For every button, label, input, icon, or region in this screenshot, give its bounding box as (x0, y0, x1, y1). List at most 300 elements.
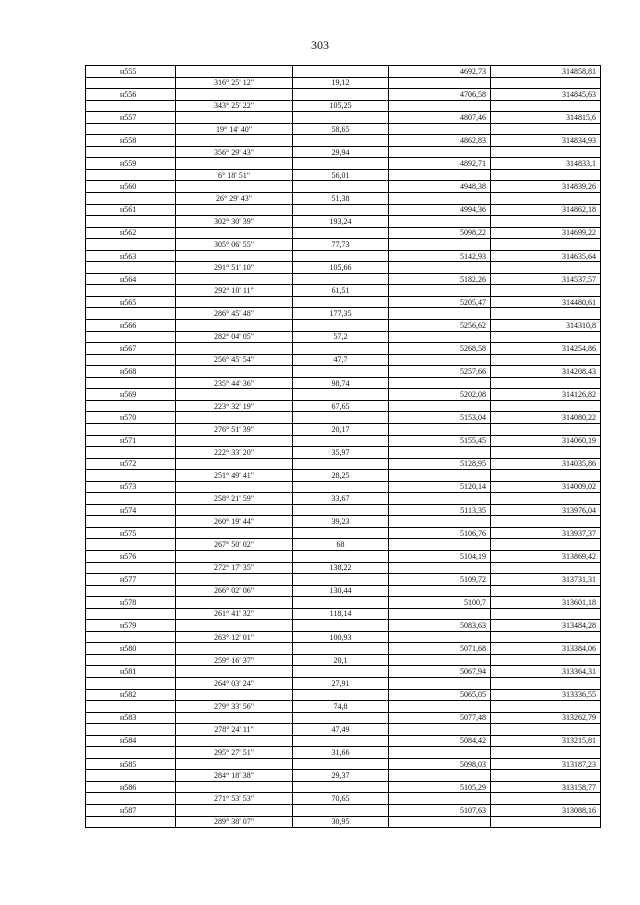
table-row (86, 574, 601, 586)
direction-angle-cell: 292° 10' 11" (176, 285, 293, 297)
table-row (86, 516, 601, 528)
y-coordinate-cell: 314060,19 (491, 435, 601, 447)
table-row (86, 504, 601, 516)
table-row (86, 620, 601, 632)
distance-spacer-cell (293, 712, 389, 724)
distance-spacer-cell (293, 66, 389, 78)
x-spacer-cell (389, 539, 491, 551)
angle-spacer-cell (176, 389, 293, 401)
x-spacer-cell (389, 262, 491, 274)
point-name-cell: н564 (86, 273, 176, 285)
distance-cell: 58,65 (293, 123, 389, 135)
direction-angle-cell: 343° 25' 22" (176, 100, 293, 112)
distance-spacer-cell (293, 689, 389, 701)
y-coordinate-cell: 314537,57 (491, 273, 601, 285)
direction-angle-cell: 272° 17' 35" (176, 562, 293, 574)
table-row (86, 758, 601, 770)
direction-angle-cell: 267° 50' 02" (176, 539, 293, 551)
y-coordinate-cell: 314815,6 (491, 112, 601, 124)
direction-angle-cell: 305° 06' 55" (176, 239, 293, 251)
x-coordinate-cell: 5109,72 (389, 574, 491, 586)
table-row (86, 631, 601, 643)
table-row (86, 89, 601, 101)
x-spacer-cell (389, 608, 491, 620)
angle-spacer-cell (176, 204, 293, 216)
distance-cell: 100,93 (293, 631, 389, 643)
direction-angle-cell: 271° 53' 53" (176, 793, 293, 805)
x-coordinate-cell: 5104,19 (389, 550, 491, 562)
direction-angle-cell: 356° 29' 43" (176, 146, 293, 158)
angle-spacer-cell (176, 273, 293, 285)
table-row (86, 527, 601, 539)
table-row (86, 539, 601, 551)
distance-spacer-cell (293, 643, 389, 655)
direction-angle-cell: 256° 45' 54" (176, 354, 293, 366)
x-coordinate-cell: 4706,58 (389, 89, 491, 101)
table-row (86, 458, 601, 470)
distance-spacer-cell (293, 481, 389, 493)
distance-spacer-cell (293, 412, 389, 424)
x-spacer-cell (389, 470, 491, 482)
direction-angle-cell: 279° 33' 56" (176, 701, 293, 713)
point-spacer-cell (86, 701, 176, 713)
x-coordinate-cell: 5268,58 (389, 343, 491, 355)
point-spacer-cell (86, 816, 176, 828)
distance-spacer-cell (293, 458, 389, 470)
point-name-cell: н575 (86, 527, 176, 539)
table-row (86, 608, 601, 620)
distance-spacer-cell (293, 550, 389, 562)
point-name-cell: н585 (86, 758, 176, 770)
table-row (86, 135, 601, 147)
x-spacer-cell (389, 654, 491, 666)
distance-cell: 47,7 (293, 354, 389, 366)
direction-angle-cell: 261° 41' 32" (176, 608, 293, 620)
y-spacer-cell (491, 169, 601, 181)
y-coordinate-cell: 313484,28 (491, 620, 601, 632)
table-row (86, 770, 601, 782)
x-spacer-cell (389, 770, 491, 782)
direction-angle-cell: 264° 03' 24" (176, 677, 293, 689)
direction-angle-cell: 295° 27' 51" (176, 747, 293, 759)
angle-spacer-cell (176, 412, 293, 424)
table-row (86, 146, 601, 158)
table-row (86, 285, 601, 297)
distance-cell: 29,94 (293, 146, 389, 158)
direction-angle-cell: 26° 29' 43" (176, 193, 293, 205)
distance-spacer-cell (293, 666, 389, 678)
y-spacer-cell (491, 516, 601, 528)
table-row (86, 712, 601, 724)
table-row (86, 747, 601, 759)
y-coordinate-cell: 314208,43 (491, 366, 601, 378)
x-coordinate-cell: 5077,48 (389, 712, 491, 724)
point-spacer-cell (86, 239, 176, 251)
table-row (86, 666, 601, 678)
distance-cell: 138,22 (293, 562, 389, 574)
x-coordinate-cell: 5205,47 (389, 296, 491, 308)
table-row (86, 273, 601, 285)
point-name-cell: н576 (86, 550, 176, 562)
y-spacer-cell (491, 377, 601, 389)
direction-angle-cell: 282° 04' 05" (176, 331, 293, 343)
x-coordinate-cell: 4892,71 (389, 158, 491, 170)
y-coordinate-cell: 313976,04 (491, 504, 601, 516)
y-spacer-cell (491, 677, 601, 689)
point-spacer-cell (86, 377, 176, 389)
y-coordinate-cell: 314699,22 (491, 227, 601, 239)
y-spacer-cell (491, 724, 601, 736)
x-coordinate-cell: 5083,63 (389, 620, 491, 632)
distance-cell: 67,65 (293, 400, 389, 412)
point-name-cell: н562 (86, 227, 176, 239)
direction-angle-cell: 291° 51' 10" (176, 262, 293, 274)
y-coordinate-cell: 314310,8 (491, 320, 601, 332)
x-coordinate-cell: 5071,68 (389, 643, 491, 655)
x-coordinate-cell: 5106,76 (389, 527, 491, 539)
angle-spacer-cell (176, 158, 293, 170)
angle-spacer-cell (176, 735, 293, 747)
y-coordinate-cell: 313187,23 (491, 758, 601, 770)
table-row (86, 181, 601, 193)
distance-spacer-cell (293, 250, 389, 262)
distance-cell: 98,74 (293, 377, 389, 389)
angle-spacer-cell (176, 620, 293, 632)
angle-spacer-cell (176, 112, 293, 124)
point-spacer-cell (86, 447, 176, 459)
distance-spacer-cell (293, 597, 389, 609)
x-coordinate-cell: 4807,46 (389, 112, 491, 124)
distance-cell: 20,17 (293, 423, 389, 435)
x-spacer-cell (389, 354, 491, 366)
x-coordinate-cell: 5113,35 (389, 504, 491, 516)
angle-spacer-cell (176, 481, 293, 493)
table-row (86, 493, 601, 505)
y-coordinate-cell: 313336,55 (491, 689, 601, 701)
x-coordinate-cell: 5182,26 (389, 273, 491, 285)
x-spacer-cell (389, 169, 491, 181)
y-spacer-cell (491, 100, 601, 112)
distance-spacer-cell (293, 527, 389, 539)
y-coordinate-cell: 314858,81 (491, 66, 601, 78)
table-row (86, 377, 601, 389)
angle-spacer-cell (176, 250, 293, 262)
distance-spacer-cell (293, 758, 389, 770)
direction-angle-cell: 259° 16' 37" (176, 654, 293, 666)
direction-angle-cell: 316° 25' 12" (176, 77, 293, 89)
table-row (86, 216, 601, 228)
direction-angle-cell: 286° 45' 48" (176, 308, 293, 320)
y-coordinate-cell: 313731,31 (491, 574, 601, 586)
x-spacer-cell (389, 285, 491, 297)
y-coordinate-cell: 314833,1 (491, 158, 601, 170)
point-name-cell: н559 (86, 158, 176, 170)
direction-angle-cell: 19° 14' 40" (176, 123, 293, 135)
y-coordinate-cell: 314009,02 (491, 481, 601, 493)
point-name-cell: н573 (86, 481, 176, 493)
point-name-cell: н560 (86, 181, 176, 193)
point-name-cell: н574 (86, 504, 176, 516)
x-spacer-cell (389, 747, 491, 759)
y-spacer-cell (491, 123, 601, 135)
point-spacer-cell (86, 724, 176, 736)
x-coordinate-cell: 5107,63 (389, 805, 491, 817)
angle-spacer-cell (176, 712, 293, 724)
point-spacer-cell (86, 470, 176, 482)
table-row (86, 689, 601, 701)
direction-angle-cell: 235° 44' 36" (176, 377, 293, 389)
point-spacer-cell (86, 539, 176, 551)
y-spacer-cell (491, 146, 601, 158)
y-spacer-cell (491, 816, 601, 828)
distance-cell: 105,25 (293, 100, 389, 112)
distance-cell: 28,25 (293, 470, 389, 482)
table-row (86, 308, 601, 320)
point-name-cell: н563 (86, 250, 176, 262)
table-row (86, 597, 601, 609)
y-coordinate-cell: 313384,06 (491, 643, 601, 655)
distance-cell: 68 (293, 539, 389, 551)
x-coordinate-cell: 4948,38 (389, 181, 491, 193)
point-spacer-cell (86, 308, 176, 320)
point-name-cell: н556 (86, 89, 176, 101)
distance-cell: 20,1 (293, 654, 389, 666)
x-coordinate-cell: 5257,66 (389, 366, 491, 378)
table-row (86, 158, 601, 170)
y-spacer-cell (491, 654, 601, 666)
table-row (86, 193, 601, 205)
angle-spacer-cell (176, 366, 293, 378)
table-row (86, 77, 601, 89)
table-row (86, 250, 601, 262)
point-name-cell: н557 (86, 112, 176, 124)
point-spacer-cell (86, 423, 176, 435)
x-coordinate-cell: 5256,62 (389, 320, 491, 332)
angle-spacer-cell (176, 689, 293, 701)
point-name-cell: н587 (86, 805, 176, 817)
x-spacer-cell (389, 677, 491, 689)
point-name-cell: н583 (86, 712, 176, 724)
distance-cell: 35,97 (293, 447, 389, 459)
distance-spacer-cell (293, 735, 389, 747)
table-row (86, 654, 601, 666)
point-name-cell: н584 (86, 735, 176, 747)
x-spacer-cell (389, 724, 491, 736)
distance-spacer-cell (293, 504, 389, 516)
y-coordinate-cell: 314635,64 (491, 250, 601, 262)
angle-spacer-cell (176, 458, 293, 470)
distance-cell: 193,24 (293, 216, 389, 228)
point-name-cell: н571 (86, 435, 176, 447)
x-coordinate-cell: 5120,14 (389, 481, 491, 493)
point-spacer-cell (86, 516, 176, 528)
point-spacer-cell (86, 193, 176, 205)
distance-cell: 105,66 (293, 262, 389, 274)
point-name-cell: н566 (86, 320, 176, 332)
y-spacer-cell (491, 631, 601, 643)
y-spacer-cell (491, 585, 601, 597)
direction-angle-cell: 263° 12' 01" (176, 631, 293, 643)
point-spacer-cell (86, 216, 176, 228)
x-coordinate-cell: 5067,94 (389, 666, 491, 678)
y-coordinate-cell: 313215,81 (491, 735, 601, 747)
y-spacer-cell (491, 262, 601, 274)
distance-spacer-cell (293, 89, 389, 101)
distance-cell: 130,44 (293, 585, 389, 597)
x-spacer-cell (389, 447, 491, 459)
distance-spacer-cell (293, 389, 389, 401)
y-spacer-cell (491, 193, 601, 205)
x-coordinate-cell: 5153,04 (389, 412, 491, 424)
point-spacer-cell (86, 631, 176, 643)
x-spacer-cell (389, 585, 491, 597)
table-row (86, 816, 601, 828)
y-spacer-cell (491, 239, 601, 251)
point-spacer-cell (86, 562, 176, 574)
distance-spacer-cell (293, 135, 389, 147)
point-name-cell: н570 (86, 412, 176, 424)
point-spacer-cell (86, 677, 176, 689)
y-coordinate-cell: 314834,93 (491, 135, 601, 147)
y-coordinate-cell: 314839,26 (491, 181, 601, 193)
y-spacer-cell (491, 308, 601, 320)
y-spacer-cell (491, 608, 601, 620)
table-row (86, 343, 601, 355)
distance-spacer-cell (293, 620, 389, 632)
point-name-cell: н580 (86, 643, 176, 655)
point-spacer-cell (86, 123, 176, 135)
table-row (86, 781, 601, 793)
table-row (86, 366, 601, 378)
point-spacer-cell (86, 493, 176, 505)
y-coordinate-cell: 313869,42 (491, 550, 601, 562)
point-spacer-cell (86, 285, 176, 297)
table-row (86, 169, 601, 181)
y-spacer-cell (491, 400, 601, 412)
y-spacer-cell (491, 331, 601, 343)
direction-angle-cell: 251° 49' 41" (176, 470, 293, 482)
x-spacer-cell (389, 701, 491, 713)
y-spacer-cell (491, 423, 601, 435)
table-row (86, 320, 601, 332)
table-row (86, 585, 601, 597)
table-row (86, 100, 601, 112)
angle-spacer-cell (176, 435, 293, 447)
x-coordinate-cell: 5084,42 (389, 735, 491, 747)
angle-spacer-cell (176, 805, 293, 817)
x-coordinate-cell: 5128,95 (389, 458, 491, 470)
distance-spacer-cell (293, 273, 389, 285)
coordinates-table (85, 65, 601, 828)
y-coordinate-cell: 313937,37 (491, 527, 601, 539)
x-spacer-cell (389, 377, 491, 389)
x-spacer-cell (389, 816, 491, 828)
distance-cell: 56,01 (293, 169, 389, 181)
direction-angle-cell: 284° 18' 38" (176, 770, 293, 782)
y-spacer-cell (491, 470, 601, 482)
x-coordinate-cell: 5065,05 (389, 689, 491, 701)
angle-spacer-cell (176, 296, 293, 308)
table-row (86, 331, 601, 343)
distance-cell: 118,14 (293, 608, 389, 620)
direction-angle-cell: 260° 19' 44" (176, 516, 293, 528)
distance-spacer-cell (293, 435, 389, 447)
table-row (86, 470, 601, 482)
distance-cell: 77,73 (293, 239, 389, 251)
angle-spacer-cell (176, 574, 293, 586)
x-coordinate-cell: 5105,29 (389, 781, 491, 793)
x-coordinate-cell: 5155,45 (389, 435, 491, 447)
distance-cell: 39,23 (293, 516, 389, 528)
distance-cell: 74,8 (293, 701, 389, 713)
distance-cell: 27,91 (293, 677, 389, 689)
point-spacer-cell (86, 654, 176, 666)
x-coordinate-cell: 5100,7 (389, 597, 491, 609)
direction-angle-cell: 278° 24' 11" (176, 724, 293, 736)
table-row (86, 389, 601, 401)
point-spacer-cell (86, 262, 176, 274)
table-row (86, 701, 601, 713)
y-spacer-cell (491, 447, 601, 459)
point-spacer-cell (86, 169, 176, 181)
y-spacer-cell (491, 354, 601, 366)
point-name-cell: н572 (86, 458, 176, 470)
y-spacer-cell (491, 793, 601, 805)
y-spacer-cell (491, 747, 601, 759)
direction-angle-cell: 6° 18' 51" (176, 169, 293, 181)
angle-spacer-cell (176, 527, 293, 539)
distance-cell: 177,35 (293, 308, 389, 320)
x-spacer-cell (389, 562, 491, 574)
distance-spacer-cell (293, 181, 389, 193)
distance-cell: 51,38 (293, 193, 389, 205)
point-name-cell: н579 (86, 620, 176, 632)
distance-spacer-cell (293, 158, 389, 170)
table-row (86, 643, 601, 655)
x-spacer-cell (389, 308, 491, 320)
x-coordinate-cell: 4994,36 (389, 204, 491, 216)
point-spacer-cell (86, 77, 176, 89)
angle-spacer-cell (176, 89, 293, 101)
distance-cell: 31,66 (293, 747, 389, 759)
angle-spacer-cell (176, 666, 293, 678)
x-spacer-cell (389, 77, 491, 89)
point-name-cell: н577 (86, 574, 176, 586)
angle-spacer-cell (176, 343, 293, 355)
angle-spacer-cell (176, 66, 293, 78)
x-spacer-cell (389, 193, 491, 205)
x-spacer-cell (389, 100, 491, 112)
x-spacer-cell (389, 146, 491, 158)
distance-spacer-cell (293, 805, 389, 817)
distance-cell: 57,2 (293, 331, 389, 343)
point-name-cell: н565 (86, 296, 176, 308)
y-spacer-cell (491, 539, 601, 551)
point-spacer-cell (86, 793, 176, 805)
table-row (86, 735, 601, 747)
table-row (86, 123, 601, 135)
x-spacer-cell (389, 400, 491, 412)
angle-spacer-cell (176, 227, 293, 239)
distance-spacer-cell (293, 112, 389, 124)
point-name-cell: н569 (86, 389, 176, 401)
table-row (86, 805, 601, 817)
y-coordinate-cell: 314035,86 (491, 458, 601, 470)
x-coordinate-cell: 5142,93 (389, 250, 491, 262)
y-coordinate-cell: 313262,79 (491, 712, 601, 724)
point-spacer-cell (86, 747, 176, 759)
x-spacer-cell (389, 423, 491, 435)
